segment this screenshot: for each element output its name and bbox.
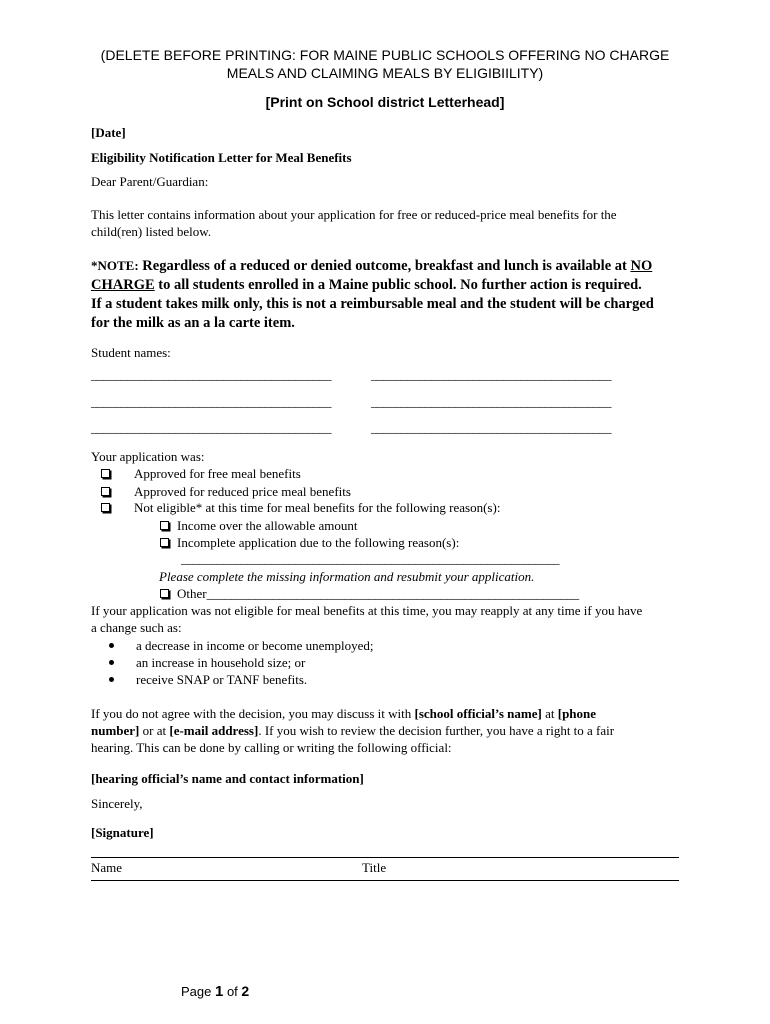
intro-paragraph bbox=[91, 206, 691, 240]
page-number: Page 1 of 2 bbox=[181, 983, 250, 1000]
checkbox-icon[interactable] bbox=[160, 538, 169, 547]
bullet-icon bbox=[109, 643, 114, 648]
signature-line[interactable] bbox=[91, 857, 679, 858]
checkbox-icon[interactable] bbox=[160, 521, 169, 530]
note-line1: Regardless of a reduced or denied outcome, breakfast and lunch is available at bbox=[138, 258, 631, 274]
intro-line2: child(ren) listed below. bbox=[91, 224, 212, 239]
email-placeholder: [e-mail address] bbox=[169, 723, 259, 738]
student-name-blank[interactable]: ________________________________________ bbox=[371, 394, 611, 409]
student-name-blank[interactable]: ________________________________________ bbox=[91, 420, 331, 435]
note-prefix: *NOTE: bbox=[91, 258, 139, 273]
letterhead-placeholder: [Print on School district Letterhead] bbox=[265, 94, 505, 110]
school-official-placeholder: [school official’s name] bbox=[414, 706, 542, 721]
incomplete-reason-blank[interactable]: _______________________________________________________________ bbox=[181, 551, 559, 566]
reapply-line2: a change such as: bbox=[91, 620, 182, 635]
note-no: NO bbox=[630, 258, 653, 274]
note-charge: CHARGE bbox=[91, 277, 155, 293]
delete-note-line2: MEALS AND CLAIMING MEALS BY ELIGIBIILITY) bbox=[226, 65, 544, 81]
bullet-icon bbox=[109, 677, 114, 682]
option-reduced-meals[interactable]: Approved for reduced price meal benefits bbox=[101, 483, 351, 500]
reapply-paragraph bbox=[91, 602, 711, 636]
resubmit-note: Please complete the missing information and resubmit your application. bbox=[159, 569, 535, 584]
suboption-other[interactable]: Other______________________________________________________________ bbox=[160, 585, 579, 602]
change-item: an increase in household size; or bbox=[136, 654, 305, 671]
delete-note bbox=[0, 46, 770, 82]
checkbox-icon[interactable] bbox=[101, 503, 110, 512]
reapply-line1: If your application was not eligible for meal benefits at this time, you may reapply at any time if you have bbox=[91, 603, 643, 618]
student-name-blank[interactable]: ________________________________________ bbox=[371, 420, 611, 435]
change-item: receive SNAP or TANF benefits. bbox=[136, 671, 307, 688]
suboption-incomplete[interactable]: Incomplete application due to the following reason(s): bbox=[160, 534, 459, 551]
total-pages: 2 bbox=[241, 983, 250, 999]
letter-title: Eligibility Notification Letter for Meal Benefits bbox=[91, 150, 352, 165]
note-line4: for the milk as an a la carte item. bbox=[91, 315, 295, 331]
checkbox-icon[interactable] bbox=[101, 469, 110, 478]
option-free-meals[interactable]: Approved for free meal benefits bbox=[101, 465, 301, 482]
application-was-label: Your application was: bbox=[91, 449, 205, 464]
note-line2: to all students enrolled in a Maine public school. No further action is required. bbox=[154, 277, 642, 293]
title-label: Title bbox=[362, 860, 387, 875]
student-name-blank[interactable]: ________________________________________ bbox=[371, 367, 611, 382]
date-placeholder: [Date] bbox=[91, 125, 126, 140]
bullet-icon bbox=[109, 660, 114, 665]
other-blank[interactable]: ______________________________________________________________ bbox=[206, 586, 579, 601]
note-line3: If a student takes milk only, this is not a reimbursable meal and the student will be charged bbox=[91, 296, 654, 312]
note-paragraph bbox=[91, 256, 691, 333]
disagree-paragraph: If you do not agree with the decision, you may discuss it with [school official’s name] at [phone number] or at [e-mail address]. If you wish to review the decision further, you have a right to a fair hearing. This can be done by calling or writing the following official: bbox=[91, 706, 615, 755]
intro-line1: This letter contains information about your application for free or reduced-price meal benefits for the bbox=[91, 207, 617, 222]
student-name-blank[interactable]: ________________________________________ bbox=[91, 394, 331, 409]
checkbox-icon[interactable] bbox=[101, 487, 110, 496]
option-not-eligible[interactable]: Not eligible* at this time for meal benefits for the following reason(s): bbox=[101, 499, 500, 516]
signature-placeholder: [Signature] bbox=[91, 825, 154, 840]
student-name-blank[interactable]: ________________________________________ bbox=[91, 367, 331, 382]
current-page: 1 bbox=[214, 983, 224, 1000]
salutation: Dear Parent/Guardian: bbox=[91, 174, 209, 189]
checkbox-icon[interactable] bbox=[160, 589, 169, 598]
delete-note-line1: (DELETE BEFORE PRINTING: FOR MAINE PUBLIC SCHOOLS OFFERING NO CHARGE bbox=[100, 47, 670, 63]
change-item: a decrease in income or become unemployed; bbox=[136, 637, 374, 654]
name-title-line bbox=[91, 880, 679, 881]
student-names-label: Student names: bbox=[91, 345, 171, 360]
closing: Sincerely, bbox=[91, 796, 143, 811]
suboption-income-over[interactable]: Income over the allowable amount bbox=[160, 517, 358, 534]
name-label: Name bbox=[91, 860, 123, 875]
phone-placeholder: [phone bbox=[557, 706, 597, 721]
hearing-official-placeholder: [hearing official’s name and contact information] bbox=[91, 771, 364, 786]
